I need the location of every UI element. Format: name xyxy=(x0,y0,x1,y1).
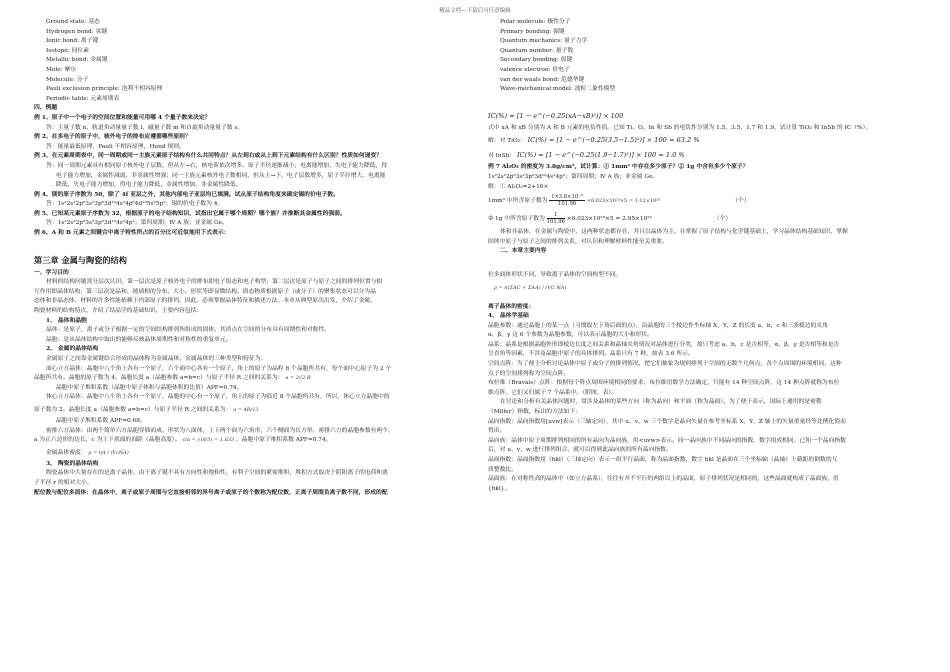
paragraph-line: 配位数与配位多面体：在晶体中，离子或原子周围与它直接相邻的异号离子或原子的个数称为配位数，正离子周围负离子数不同，形成的配 xyxy=(34,489,388,496)
paragraph-line: 布拉维（Bravais）点阵：根据每个阵点周围环境相同的要求，布拉维用数学方法确定，只能有 14 种空间点阵，这 14 种点阵就称为布拉 xyxy=(488,380,840,387)
paragraph-line: 维点阵，它们又归属于 7 个晶系中。（附图，表）。 xyxy=(488,389,618,396)
subsection-heading: 4、 晶体学基础 xyxy=(488,313,529,320)
formula-density: ρ = nA / (VcNA) xyxy=(88,449,129,456)
paragraph-line: 晶系：晶系是根据晶胞外形即棱边长度之间关系和晶轴夹角情况对晶体进行分类，故只考虑 a，b，c 是否相等，α，β，γ 是否相等和是否 xyxy=(488,341,840,348)
paragraph-line: 体和非晶体，在金属与陶瓷中，这两种状态都存在，并且以晶体为主。在掌握了原子结构与化学键基础上，学习晶体结构基础知识，掌握 xyxy=(500,229,848,236)
paragraph-line: 离子晶体的密度： xyxy=(488,303,535,310)
paragraph-line: 面心立方晶体：晶胞中八个角上各有一个原子，六个面中心各有一个原子，角上的原子为晶粒 8 个晶胞所共有，每个面中心原子为 2 个 xyxy=(46,365,392,372)
example-answer: 1s²2s²2p⁶3s²3p⁶3d¹⁰4s²4p²；第四周期；Ⅳ A 族；亚金属 Ge。 xyxy=(488,173,659,180)
glossary-item: valence electron: 价电子 xyxy=(500,66,570,73)
paragraph-line: 晶胞参数：通过晶胞上的某一点（习惯取左下角后面的点），沿晶胞的三个棱边作坐标轴 X，Y，Z 的长度 a，b，c 和三条棱边的夹角 xyxy=(488,322,828,329)
left-column xyxy=(34,18,466,498)
formula-fcc: a = 2√2 R xyxy=(285,375,311,382)
text-span: ，晶胞中原子堆积系数 APF=0.74。 xyxy=(235,437,332,444)
paragraph-line: 式中 xA 和 xB 分别为 A 和 B 元素的电负性值。已知 Ti、O、In 和 Sb 的电负性分别为 1.5，3.5，1.7 和 1.9，试计算 TiO₂ 和 InSb 的 IC（%）。 xyxy=(488,124,872,131)
example-answer: 电子能力增加，金属性减弱，非金属性增强；同一主族元素核外电子数相同，但从上→下，电子层数增多，原子半径增大，电离能 xyxy=(56,172,386,179)
glossary-item: Secondary bonding: 弱键 xyxy=(500,57,573,64)
paragraph-line: 晶向指数：晶向指数用[uvw]表示（三轴定向），其中 u、v、w 三个数字是晶向矢量在参考坐标系 X，Y，Z 轴上的矢量重量经等比例化简而 xyxy=(488,418,846,425)
glossary-item: Polar molecule: 极性分子 xyxy=(500,19,571,25)
chapter-title: 第三章 金属与陶瓷的结构 xyxy=(34,254,127,265)
unit-label: （个） xyxy=(732,198,750,205)
example-question: 例 2、在多电子的原子中，核外电子的排布应遵循哪些原则？ xyxy=(34,134,191,141)
paragraph-line: 空间点阵：为了便于分析讨论晶体中原子或分子的排列情况，把它们抽象为规则排列于空间的无数个几何点，各个点周围的环境相同，这种 xyxy=(488,361,842,368)
denominator: 101.96 xyxy=(558,201,577,208)
paragraph-line xyxy=(34,436,466,446)
glossary-item: Ground state: 基态 xyxy=(46,19,100,25)
glossary-item: Ionic bond: 离子键 xyxy=(46,38,99,45)
glossary-item: Wave-mechanical model: 波粒二象性模型 xyxy=(500,86,616,93)
formula-ionic-density: ρ = n(ΣAC + ΣAA) / (VC NA) xyxy=(494,284,567,291)
example-question: 例 3、在元素周期表中，同一周期或同一主族元素原子结构有什么共同特点？从左到右或从上到下元素结构有什么区别？性质如何递变？ xyxy=(34,153,383,160)
text-span: ×6.023×10²³×5 = 1.12×10²⁰ xyxy=(586,198,661,205)
paragraph-line: 晶胞中原子堆积系数（晶胞中原子体积与晶胞体积的比值）APF=0.74。 xyxy=(56,384,243,391)
paragraph-line: 呈直角等因素，不涉及晶胞中原子的具体排列。晶系只有 7 种，如表 3.6 所示。 xyxy=(488,351,694,358)
example-answer: 解：① Al₂O₃=2+16× xyxy=(488,183,549,190)
paragraph-line: 陶瓷材料的结构特点，介绍了结晶学的基础知识，主要内容包括： xyxy=(34,308,203,315)
section-heading: 一、学习目的 xyxy=(34,269,69,276)
calc-line xyxy=(488,210,924,228)
calc-line xyxy=(488,192,924,210)
definition: 晶体：是原子，离子或分子根据一定的空间结构排列所组成的固体，其质点在空间的分布具有周期性和对称性。 xyxy=(46,327,331,334)
glossary-item: Pauli exclusion principle: 泡利不相容原理 xyxy=(46,86,163,93)
example-answer: 答：1s²2s²2p⁶3s²3p⁶3d¹⁰4s²4p²；第四周期；Ⅳ A 族；亚金属 Ge。 xyxy=(46,220,228,227)
denominator: 101.96 xyxy=(546,219,565,226)
glossary-item: Quantum number: 量子数 xyxy=(500,47,574,54)
section-heading: 二、本章主要内容 xyxy=(500,248,547,255)
paragraph-line: 子半径 r 的相对大小。 xyxy=(34,479,93,486)
text-span: 解：对 TiO₂： xyxy=(488,138,526,145)
unit-label: （个） xyxy=(713,216,732,223)
numerator: 1 xyxy=(547,212,565,219)
glossary-item: Metallic bond: 金属键 xyxy=(46,57,108,64)
formula-ionic-character: IC(%) = [1 − e^(−0.25(xA−xB)²)] × 100 xyxy=(488,111,624,120)
paragraph-line: α，β，γ 这 6 个参数为晶胞参数，可以表示晶胞的大小和形状。 xyxy=(488,332,653,339)
formula-bcc: a = 4R/√3 xyxy=(233,406,259,413)
example-answer: 降低，失电子能力增加，得电子能力降低，金属性增加，非金属性降低。 xyxy=(56,182,242,189)
paragraph-line xyxy=(34,374,466,384)
glossary-list-right xyxy=(488,18,924,95)
text-span: 1mm³ 中所含原子数为 xyxy=(488,198,548,205)
paragraph-line xyxy=(488,148,924,163)
paragraph-line xyxy=(34,403,466,417)
paragraph-line: 体心立方晶体：晶胞中八个角上各有一个原子，晶胞的中心有一个原子，角上的原子为临近 8 个晶胞所共有，所以，体心立方晶胞中的 xyxy=(46,394,390,401)
subsection-heading: 2、 金属的晶体结构 xyxy=(46,346,99,353)
example-question: 例 6、A 和 B 元素之间键合中离子特性所占的百分比可近似地用下式表示： xyxy=(34,230,230,237)
glossary-item: Molecule: 分子 xyxy=(46,76,89,83)
paragraph-line: 晶面族：在对称性高的晶体中（如立方晶系），往往有并不平行的两组以上的晶面，原子排列状况是相同的，这些晶面就构成了晶面族，用 xyxy=(488,476,839,483)
example-question: 例 4、镁的原子序数为 50，除了 4f 亚层之外，其他内部电子亚层均已填满。试从原子结构角度来确定锡的价电子数。 xyxy=(34,191,339,198)
paragraph-line: 金属原子之间靠金属键结合形成的晶体称为金属晶体，金属晶体的三种类型和特征为： xyxy=(46,356,267,362)
example-answer: 答：主量子数 n，轨道角动量量子数 l，磁量子数 m 和自旋角动量量子数 s。 xyxy=(46,124,244,131)
section-heading-examples: 四、例题 xyxy=(34,105,58,112)
paragraph-line: 后，对 u、v、w 进行排列组合，就可以得到此晶向族的所有晶向指数。 xyxy=(488,447,672,454)
paragraph-line: 晶胞中原子堆积系数 APF=0.68。 xyxy=(56,417,146,424)
example-answer: 答：能量最低原理，Pauli 不相容原理，Hund 规则。 xyxy=(46,143,185,150)
fraction xyxy=(549,194,585,207)
paragraph-line xyxy=(488,133,924,148)
example-answer: 答：1s²2s²2p⁶3s²3p⁶3d¹⁰4s²4p⁶4d¹⁰5s²5p²；锡的价电子数为 4。 xyxy=(46,201,224,208)
glossary-item: van der waals bond: 范德华键 xyxy=(500,76,585,83)
definition: 晶胞：是从晶体结构中取出的能够反映晶体周期性和对称性的重复单元。 xyxy=(46,336,232,343)
glossary-item: Hydrogen bond: 氢键 xyxy=(46,28,108,35)
formula-tio2: IC(%) = [1 − e^(−0.25(3.5−1.5)²)] × 100 = 63.2 % xyxy=(527,136,700,145)
glossary-list-left xyxy=(34,18,466,104)
paragraph-line: {hkl}。 xyxy=(488,485,511,492)
glossary-item: Primary bonding: 强键 xyxy=(500,28,565,35)
page-header: 精品文档---下载后可任意编辑 xyxy=(439,8,511,14)
glossary-item: Periodic table: 元素周期表 xyxy=(46,95,120,102)
paragraph-line: 密排六方晶体：由两个简单六方晶胞穿插而成。形状为八面体，上下两个面为六角形，六个侧面为长方形。密排六方的晶胞参数有两个， xyxy=(46,427,394,434)
paragraph-line: 互作用即晶体结构；第三层次是晶和、玻璃相的分布、大小、形状等即显微结构。固态物质根据原子（或分子）的聚集状态可以分为晶 xyxy=(34,288,377,295)
text-span: 对 InSb： xyxy=(488,153,516,160)
paragraph-line: 陶瓷晶体中大量存在的是离子晶体，由于离子键不具有方向性和饱和性，有利于空间的紧密堆积，堆积方式取决于阴阳离子的电荷和离 xyxy=(46,470,389,477)
example-question: 例 7 Al₂O₃ 的密度为 3.8g/cm³，试计算：① 1mm³ 中存在多少原子？② 1g 中含有多少个原子？ xyxy=(488,164,749,171)
text-span: 晶胞所共有。晶胞的原子数为 4。晶胞长度 a（晶胞参数 a=b=c）与原子半径 R 之间的关系为： xyxy=(34,375,284,382)
paragraph-line: 得出。 xyxy=(488,428,506,435)
paragraph-line: 位多面体形状不同，导致离子晶体的空间构型不同。 xyxy=(488,271,622,278)
glossary-item: Isotope: 同位素 xyxy=(46,47,89,54)
paragraph-line: 态体和非晶态体，材料的许多性能依赖于内部原子的排列。因此，必须掌握晶体特征和描述方法。本章从典型原次出发，介绍了金属、 xyxy=(34,298,377,305)
fraction xyxy=(547,212,565,225)
formula-hcp: c/a = √(8/3) = 1.633 xyxy=(182,437,235,444)
text-span: 金属晶体密度： xyxy=(46,449,87,456)
glossary-item: Mole: 摩尔 xyxy=(46,66,77,73)
text-span: 原子数为 2。晶胞长度 a（晶胞参数 a=b=c）与原子半径 R 之间的关系为： xyxy=(34,406,232,413)
glossary-item: Quantum mechanics: 量子力学 xyxy=(500,38,588,45)
paragraph-line: （Miller）指数，标出的方法如下： xyxy=(488,409,582,416)
paragraph-line: 质整数比。 xyxy=(488,466,517,473)
paragraph-line: 点子的空间排列称为空间点阵。 xyxy=(488,370,570,377)
text-span: ×6.023×10²³×5 = 2.95×10²² xyxy=(566,216,652,223)
subsection-heading: 3、 陶瓷的晶体结构 xyxy=(46,460,99,467)
paragraph-line: 晶向族：晶体中原子周期排列相同的所有晶向为晶向族，用<uvw>表示。同一晶向族中不同晶向的指数，数字组成相同。已知一个晶向指数 xyxy=(488,437,846,444)
example-question: 例 1、原子中一个电子的空间位置和能量可用哪 4 个量子数来决定？ xyxy=(34,114,211,121)
formula-insb: IC(%) = [1 − e^(−0.25(1.9−1.7)²)] × 100 = 1.0 % xyxy=(517,151,685,160)
paragraph-line: 在讨论和分析有关晶体问题时，常涉及晶体的某些方向（称为晶向）和平面（称为晶面）。为了便于表示，国际上通用的是密勒 xyxy=(500,399,822,406)
paragraph-line: 晶面指数：晶面指数用（hkl）（三轴定向）表示一组平行晶面，称为晶面指数，数字 hkl 是晶面在三个坐标轴（晶轴）上截距的倒数的互 xyxy=(488,457,838,463)
subsection-heading: 1、 晶体和晶胞 xyxy=(46,317,87,324)
paragraph-line: 固体中原子与原子之间的排列关系，对认识和理解材料性能至关重要。 xyxy=(488,238,668,245)
numerator: 1×3.8×10⁻³ xyxy=(551,194,583,201)
right-column xyxy=(488,18,924,494)
example-answer: 答：同一周期元素具有相同原子核外电子层数，但从左→右，核电荷依次增多，原子半径逐渐减小，电离能增加，失电子能力降低，得 xyxy=(46,162,388,169)
text-span: a 为正六边形的边长，c 为上下底面的间距（晶胞高度）。 xyxy=(34,437,181,444)
paragraph-line xyxy=(34,446,466,460)
example-question: 例 5、已知某元素原子序数为 32，根据原子的电子结构知识，试指出它属于哪个周期？哪个族？并推断其金属性的强弱。 xyxy=(34,210,346,217)
text-span: ② 1g 中所含原子数为 xyxy=(488,216,545,223)
paragraph-line: 材料的结构问题需分层次认识，第一层次是原子核外电子的排布即电子组态和电子构型；第二层次是原子与原子之间的排列位置与相 xyxy=(46,279,383,286)
